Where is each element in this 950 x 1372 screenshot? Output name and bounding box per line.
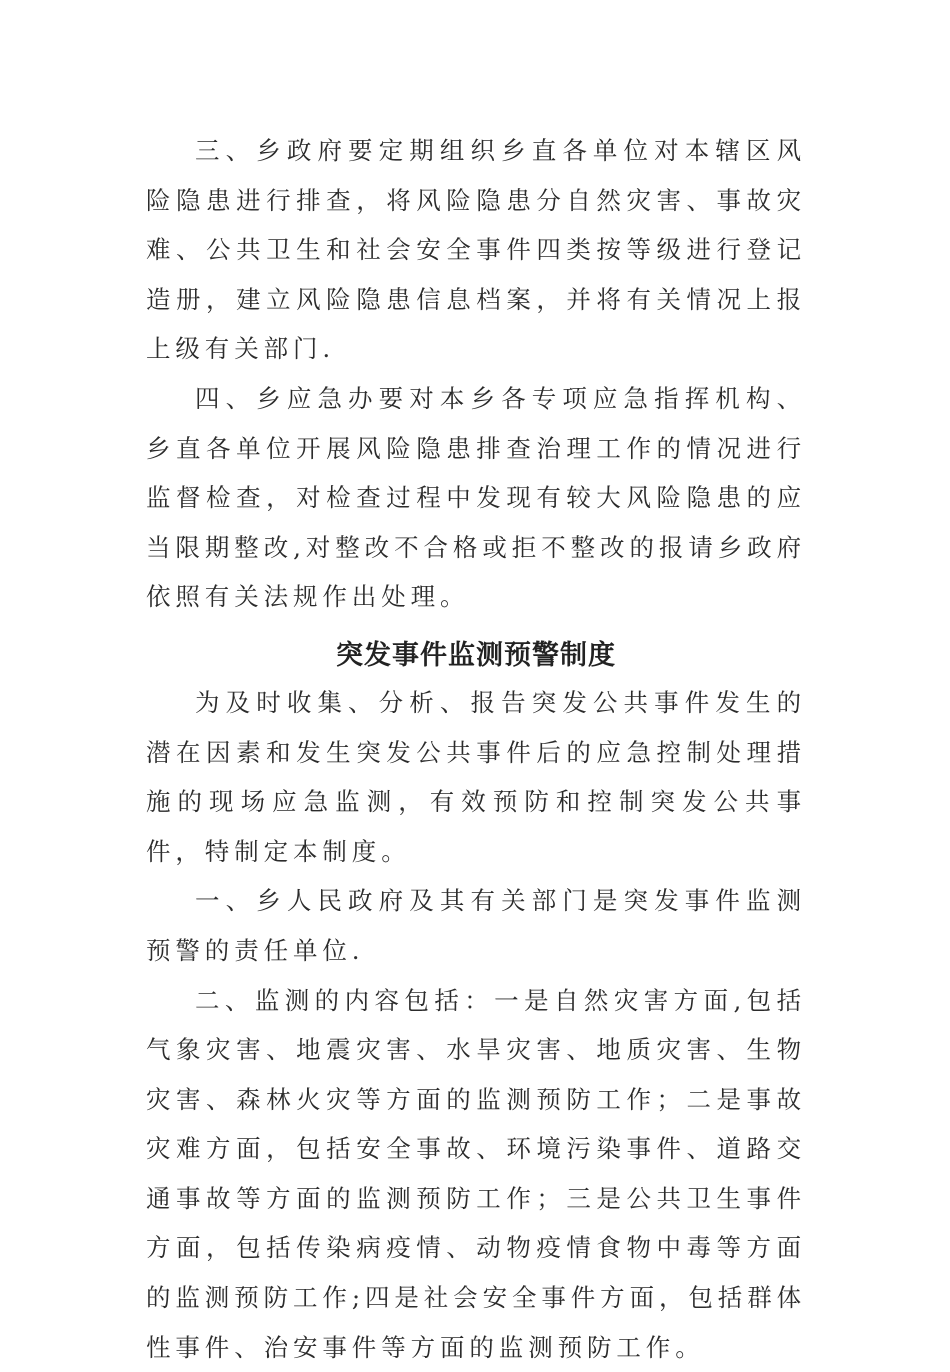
paragraph-item-three: 三、乡政府要定期组织乡直各单位对本辖区风险隐患进行排查，将风险隐患分自然灾害、事故灾难、公共卫生和社会安全事件四类按等级进行登记造册，建立风险隐患信息档案，并将有关情况上报上级有关部门.	[146, 126, 806, 374]
section-title: 突发事件监测预警制度	[146, 632, 806, 680]
document-body	[146, 126, 806, 1372]
paragraph-item-four: 四、乡应急办要对本乡各专项应急指挥机构、乡直各单位开展风险隐患排查治理工作的情况进行监督检查，对检查过程中发现有较大风险隐患的应当限期整改,对整改不合格或拒不整改的报请乡政府依照有关法规作出处理。	[146, 374, 806, 622]
paragraph-item-two: 二、监测的内容包括：一是自然灾害方面,包括气象灾害、地震灾害、水旱灾害、地质灾害、生物灾害、森林火灾等方面的监测预防工作；二是事故灾难方面，包括安全事故、环境污染事件、道路交通事故等方面的监测预防工作；三是公共卫生事件方面，包括传染病疫情、动物疫情食物中毒等方面的监测预防工作;四是社会安全事件方面，包括群体性事件、治安事件等方面的监测预防工作。	[146, 976, 806, 1372]
paragraph-item-one: 一、乡人民政府及其有关部门是突发事件监测预警的责任单位.	[146, 876, 806, 975]
paragraph-intro: 为及时收集、分析、报告突发公共事件发生的潜在因素和发生突发公共事件后的应急控制处理措施的现场应急监测，有效预防和控制突发公共事件，特制定本制度。	[146, 678, 806, 876]
